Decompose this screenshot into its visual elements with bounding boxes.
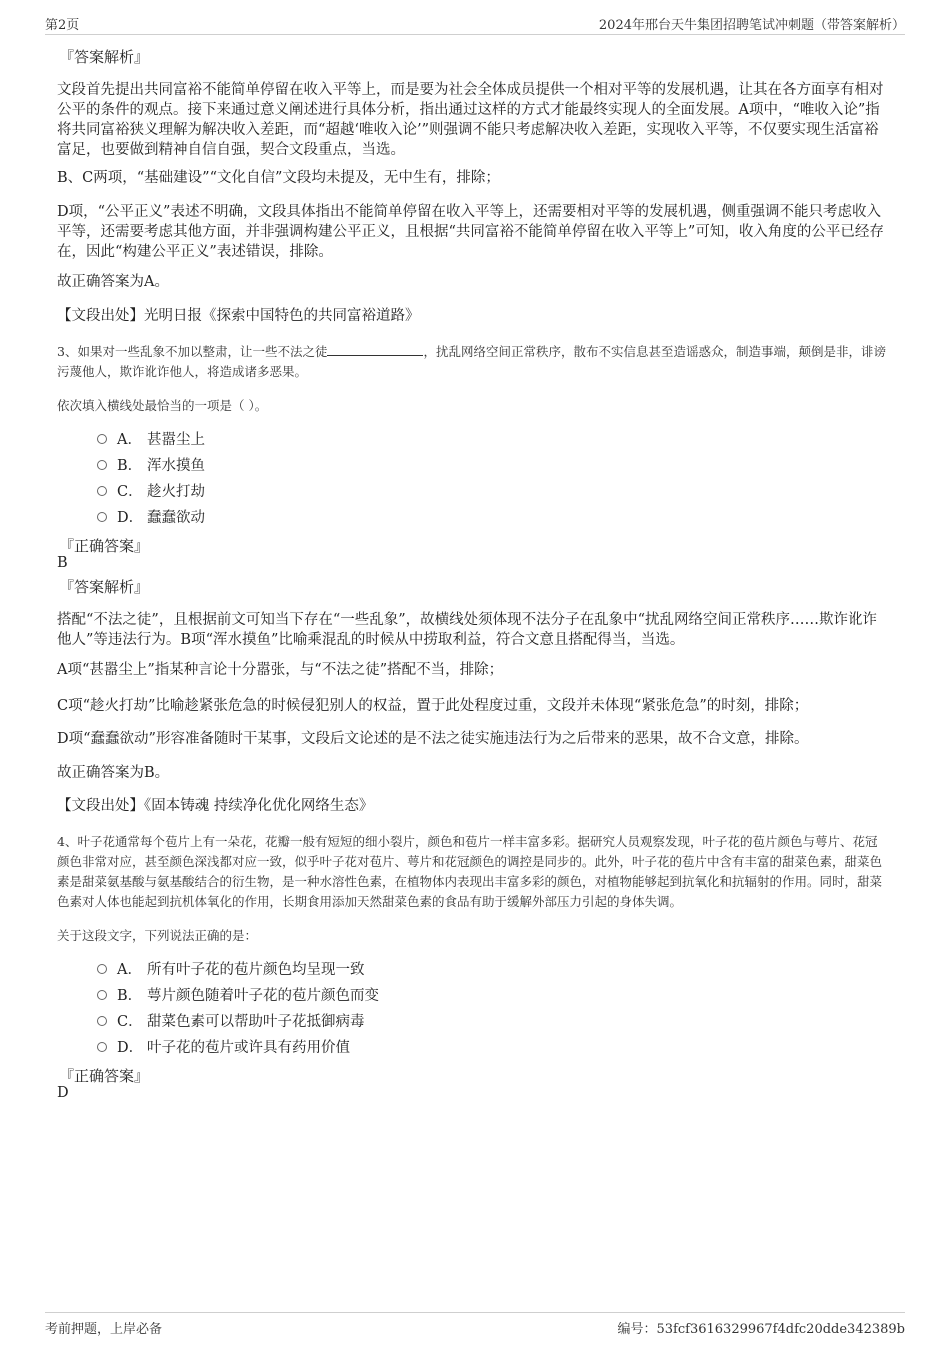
q2-source: 【文段出处】光明日报《探索中国特色的共同富裕道路》 [57,308,420,324]
q3-analysis-heading: 『答案解析』 [59,578,150,596]
q2-analysis-para-2: B、C两项，“基础建设”“文化自信”文段均未提及，无中生有，排除； [57,170,500,186]
q4-prompt: 关于这段文字，下列说法正确的是： [57,928,258,943]
q4-answer: D [57,1085,69,1101]
q3-stem: 3、如果对一些乱象不加以整肃，让一些不法之徒 ，扰乱网络空间正常秩序，散布不实信息甚至造谣惑众，制造事端，颠倒是非，诽谤污蔑他人，欺诈讹诈他人，将造成诸多恶果。 [57,344,886,379]
page-number: 第2页 [45,18,80,33]
q3-option-b[interactable]: B． 浑水摸鱼 [97,455,205,477]
q3-answer: B [57,555,68,571]
q3-option-a[interactable]: A． 甚嚣尘上 [97,429,205,451]
radio-icon[interactable] [97,434,107,444]
q2-analysis-heading: 『答案解析』 [59,48,150,66]
q3-analysis-para-2: A项“甚嚣尘上”指某种言论十分嚣张，与“不法之徒”搭配不当，排除； [57,662,504,678]
q4-option-d[interactable]: D． 叶子花的苞片或许具有药用价值 [97,1037,350,1059]
q3-correct-heading: 『正确答案』 [59,537,150,555]
q4-option-a[interactable]: A． 所有叶子花的苞片颜色均呈现一致 [97,959,365,981]
q4-correct-heading: 『正确答案』 [59,1067,150,1085]
q2-analysis-para-1: 文段首先提出共同富裕不能简单停留在收入平等上，而是要为社会全体成员提供一个相对平等的发展机遇，让其在各方面享有相对公平的条件的观点。接下来通过意义阐述进行具体分析，指出通过这样的方式才能最终实现人的全面发展。A项中，“唯收入论”指将共同富裕狭义理解为解决收入差距，而“超越‘唯收入论’”则强调不能只考虑解决收入差距，实现收入平等，不仅要实现生活富裕富足，也要做到精神自信自强，契合文段重点，当选。 [57,82,884,158]
radio-icon[interactable] [97,1042,107,1052]
radio-icon[interactable] [97,512,107,522]
radio-icon[interactable] [97,460,107,470]
q2-analysis-para-3: D项，“公平正义”表述不明确，文段具体指出不能简单停留在收入平等上，还需要相对平等的发展机遇，侧重强调不能只考虑收入平等，还需要考虑其他方面，并非强调构建公平正义，且根据“共同富裕不能简单停留在收入平等上”可知，收入角度的公平已经存在，因此“构建公平正义”表述错误，排除。 [57,204,884,260]
radio-icon[interactable] [97,1016,107,1026]
q4-option-c[interactable]: C． 甜菜色素可以帮助叶子花抵御病毒 [97,1011,365,1033]
page-header [45,12,905,35]
radio-icon[interactable] [97,990,107,1000]
q4-stem: 4、叶子花通常每个苞片上有一朵花，花瓣一般有短短的细小裂片，颜色和苞片一样丰富多彩。据研究人员观察发现，叶子花的苞片颜色与萼片、花冠颜色非常对应，甚至颜色深浅都对应一致，似乎叶子花对苞片、萼片和花冠颜色的调控是同步的。此外，叶子花的苞片中含有丰富的甜菜色素，甜菜色素是甜菜氨基酸与氨基酸结合的衍生物，是一种水溶性色素，在植物体内表现出丰富多彩的颜色，对植物能够起到抗氧化和抗辐射的作用。同时，甜菜色素对人体也能起到抗机体氧化的作用，长期食用添加天然甜菜色素的食品有助于缓解外部压力引起的身体失调。 [57,834,883,909]
footer-slogan: 考前押题，上岸必备 [45,1322,163,1337]
document-title: 2024年邢台天牛集团招聘笔试冲刺题（带答案解析） [598,18,905,33]
q3-prompt: 依次填入横线处最恰当的一项是（ ）。 [57,398,268,413]
fill-blank [327,342,423,356]
q3-analysis-para-4: D项“蠢蠢欲动”形容准备随时干某事，文段后文论述的是不法之徒实施违法行为之后带来的恶果，故不合文意，排除。 [57,731,809,747]
document-code: 编号：53fcf3616329967f4dfc20dde342389b [617,1322,905,1337]
q2-analysis-para-4: 故正确答案为A。 [57,274,169,290]
page-footer [45,1312,905,1337]
q4-option-b[interactable]: B． 萼片颜色随着叶子花的苞片颜色而变 [97,985,379,1007]
q3-option-c[interactable]: C． 趁火打劫 [97,481,205,503]
q3-analysis-para-5: 故正确答案为B。 [57,765,170,781]
q3-option-d[interactable]: D． 蠢蠢欲动 [97,507,205,529]
radio-icon[interactable] [97,964,107,974]
q3-analysis-para-1: 搭配“不法之徒”，且根据前文可知当下存在“一些乱象”，故横线处须体现不法分子在乱象中“扰乱网络空间正常秩序……欺诈讹诈他人”等违法行为。B项“浑水摸鱼”比喻乘混乱的时候从中捞取利益，符合文意且搭配得当，当选。 [57,612,878,648]
q3-source: 【文段出处】《固本铸魂 持续净化优化网络生态》 [57,798,374,814]
radio-icon[interactable] [97,486,107,496]
q3-analysis-para-3: C项“趁火打劫”比喻趁紧张危急的时候侵犯别人的权益，置于此处程度过重，文段并未体现“紧张危急”的时刻，排除； [57,698,809,714]
